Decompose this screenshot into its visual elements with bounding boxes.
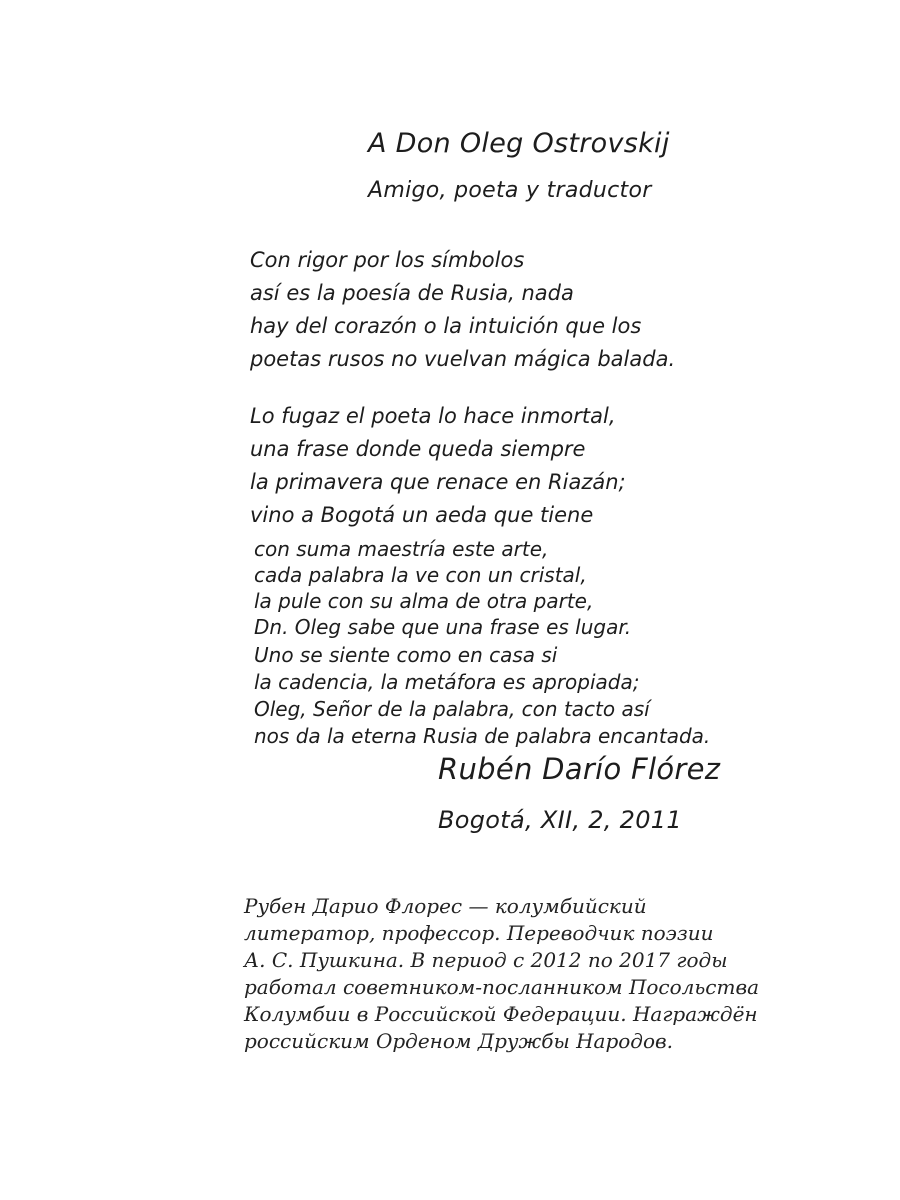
poem-line: vino a Bogotá un aeda que tiene	[250, 503, 594, 527]
poem-stanza-2	[250, 400, 626, 532]
poem-line: Uno se siente como en casa si	[254, 643, 558, 667]
dedication-title: A Don Oleg Ostrovskij	[368, 128, 670, 159]
signature-name: Rubén Darío Flórez	[438, 752, 721, 786]
poem-line: poetas rusos no vuelvan mágica balada.	[250, 347, 676, 371]
poem-line: la pule con su alma de otra parte,	[254, 589, 594, 613]
poem-stanza-4	[254, 642, 710, 750]
poem-line: la primavera que renace en Riazán;	[250, 470, 626, 494]
bio-line: А. С. Пушкина. В период с 2012 по 2017 годы	[244, 948, 728, 972]
poem-line: una frase donde queda siempre	[250, 437, 586, 461]
poem-line: Oleg, Señor de la palabra, con tacto así	[254, 697, 650, 721]
poem-line: Lo fugaz el poeta lo hace inmortal,	[250, 404, 616, 428]
signature-date: Bogotá, XII, 2, 2011	[438, 806, 682, 834]
poem-line: cada palabra la ve con un cristal,	[254, 563, 587, 587]
bio-line: работал советником-посланником Посольства	[244, 975, 760, 999]
bio-line: литератор, профессор. Переводчик поэзии	[244, 921, 714, 945]
poem-line: hay del corazón o la intuición que los	[250, 314, 642, 338]
dedication-subtitle: Amigo, poeta y traductor	[368, 178, 652, 203]
bio-line: Колумбии в Российской Федерации. Награждён	[244, 1002, 758, 1026]
author-bio	[244, 893, 760, 1055]
bio-line: российским Орденом Дружбы Народов.	[244, 1029, 674, 1053]
poem-line: así es la poesía de Rusia, nada	[250, 281, 574, 305]
poem-line: con suma maestría este arte,	[254, 537, 549, 561]
poem-stanza-3	[254, 536, 631, 640]
poem-line: Dn. Oleg sabe que una frase es lugar.	[254, 615, 632, 639]
poem-line: Con rigor por los símbolos	[250, 248, 525, 272]
bio-line: Рубен Дарио Флорес — колумбийский	[244, 894, 647, 918]
poem-line: la cadencia, la metáfora es apropiada;	[254, 670, 640, 694]
poem-line: nos da la eterna Rusia de palabra encantada.	[254, 724, 711, 748]
poem-stanza-1	[250, 244, 675, 376]
